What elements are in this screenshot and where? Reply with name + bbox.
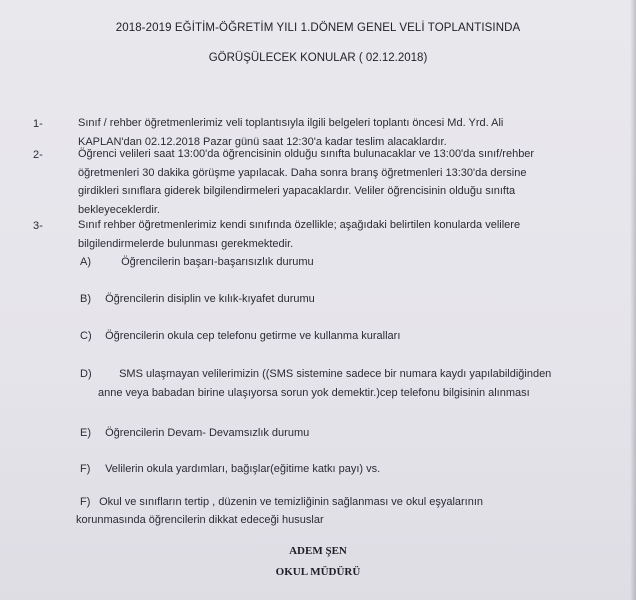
- subitem-label: F): [80, 463, 91, 475]
- signature-name: ADEM ŞEN: [289, 545, 347, 557]
- item-line: bilgilendirmelerde bulunması gerekmektedir.: [78, 237, 294, 250]
- subitem-e: [80, 425, 309, 441]
- item-number: 2-: [33, 149, 43, 161]
- list-item: [78, 216, 623, 253]
- subitem-a: [80, 254, 314, 270]
- subitem-text: Öğrencilerin okula cep telefonu getirme ve kullanma kuralları: [105, 330, 401, 342]
- subitem-label: C): [80, 330, 92, 342]
- signature-title: OKUL MÜDÜRÜ: [275, 566, 361, 578]
- subitem-text: Öğrencilerin disiplin ve kılık-kıyafet durumu: [105, 293, 315, 305]
- subitem-f: [80, 461, 380, 477]
- subitem-label: A): [80, 256, 91, 268]
- subitem-label: B): [80, 293, 91, 305]
- item-line: KAPLAN'dan 02.12.2018 Pazar günü saat 12:30'a kadar teslim alacaklardır.: [78, 135, 447, 148]
- subitem-c: [80, 328, 400, 344]
- subitem-text: Velilerin okula yardımları, bağışlar(eğitime katkı payı) vs.: [105, 463, 381, 475]
- subitem-label: D): [80, 368, 92, 380]
- subitem-f2-continued: korunmasında öğrencilerin dikkat edeceği hususlar: [76, 514, 324, 526]
- subitem-b: [80, 291, 315, 307]
- item-number: 1-: [33, 118, 43, 130]
- item-number: 3-: [33, 220, 43, 232]
- subitem-text: Okul ve sınıfların tertip , düzenin ve temizliğinin sağlanması ve okul eşyalarının: [99, 496, 484, 508]
- item-line: girdikleri sınıflara giderek bilgilendirmeleri yapacaklardır. Veliler öğrencisinin olduğu sınıfta: [78, 185, 516, 197]
- item-line: Sınıf / rehber öğretmenlerimiz veli toplantısıyla ilgili belgeleri toplantı öncesi Md. Yrd. Ali: [78, 117, 504, 129]
- item-line: öğretmenleri 30 dakika görüşme yapılacak. Daha sonra branş öğretmenleri 13:30'da dersine: [78, 166, 527, 179]
- item-line: bekleyeceklerdir.: [78, 203, 160, 216]
- item-line: Öğrenci velileri saat 13:00'da öğrencisinin olduğu sınıfta bulunacaklar ve 13:00'da sınıf/rehber: [78, 148, 535, 160]
- subitem-f2: [80, 494, 483, 510]
- subitem-text: SMS ulaşmayan velilerimizin ((SMS sistemine sadece bir numara kaydı yapılabildiğinden: [119, 368, 552, 380]
- subitem-label: F): [80, 496, 91, 508]
- subitem-text: Öğrencilerin başarı-başarısızlık durumu: [121, 256, 314, 268]
- subitem-label: E): [80, 427, 91, 439]
- document-subtitle: GÖRÜŞÜLECEK KONULAR ( 02.12.2018): [208, 52, 428, 64]
- subitem-text: Öğrencilerin Devam- Devamsızlık durumu: [105, 427, 310, 439]
- list-item: [78, 145, 623, 219]
- document-title: 2018-2019 EĞİTİM-ÖĞRETİM YILI 1.DÖNEM GENEL VELİ TOPLANTISINDA: [115, 22, 521, 34]
- subitem-d-continued: anne veya babadan birine ulaşıyorsa sorun yok demektir.)cep telefonu bilgisinin alınması: [98, 387, 530, 399]
- item-line: Sınıf rehber öğretmenlerimiz kendi sınıfında özellikle; aşağıdaki belirtilen konularda velilere: [78, 219, 521, 231]
- subitem-d: [80, 366, 551, 382]
